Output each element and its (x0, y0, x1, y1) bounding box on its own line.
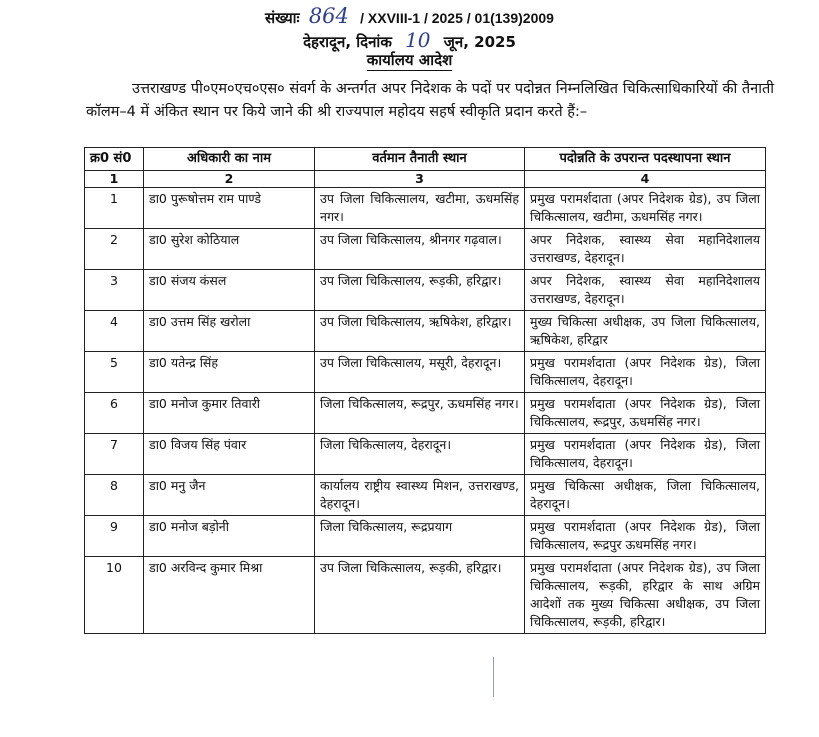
place-date-prefix: देहरादून, दिनांक (303, 33, 392, 51)
row-serial: 2 (85, 229, 144, 270)
row-new-posting: प्रमुख परामर्शदाता (अपर निदेशक ग्रेड), जिला चिकित्सालय, रूद्रपुर ऊधमसिंह नगर। (525, 516, 766, 557)
row-new-posting: प्रमुख परामर्शदाता (अपर निदेशक ग्रेड), जिला चिकित्सालय, रूद्रपुर, ऊधमसिंह नगर। (525, 393, 766, 434)
row-serial: 5 (85, 352, 144, 393)
row-new-posting: मुख्य चिकित्सा अधीक्षक, उप जिला चिकित्सालय, ऋषिकेश, हरिद्वार (525, 311, 766, 352)
row-new-posting: प्रमुख परामर्शदाता (अपर निदेशक ग्रेड), जिला चिकित्सालय, देहरादून। (525, 352, 766, 393)
table-row (85, 557, 766, 634)
column-number: 1 (85, 171, 144, 188)
reference-number: / XXVIII-1 / 2025 / 01(139)2009 (360, 10, 554, 26)
reference-label: संख्याः (265, 9, 300, 27)
row-new-posting: प्रमुख चिकित्सा अधीक्षक, जिला चिकित्सालय, देहरादून। (525, 475, 766, 516)
row-officer-name: डा0 यतेन्द्र सिंह (144, 352, 315, 393)
table-row (85, 516, 766, 557)
row-officer-name: डा0 मनु जैन (144, 475, 315, 516)
row-serial: 10 (85, 557, 144, 634)
intro-paragraph: उत्तराखण्ड पी०एम०एच०एस० संवर्ग के अन्तर्गत अपर निदेशक के पदों पर पदोन्नत निम्नलिखित चिकित्साधिकारियों की तैनाती कॉलम–4 में अंकित स्थान पर किये जाने की श्री राज्यपाल महोदय सहर्ष स्वीकृति प्रदान करते हैं:– (86, 81, 774, 120)
row-current-posting: उप जिला चिकित्सालय, मसूरी, देहरादून। (315, 352, 525, 393)
row-officer-name: डा0 संजय कंसल (144, 270, 315, 311)
row-current-posting: जिला चिकित्सालय, देहरादून। (315, 434, 525, 475)
date-handwritten: 10 (405, 28, 431, 52)
column-number: 2 (144, 171, 315, 188)
date-suffix: जून, 2025 (443, 33, 516, 51)
row-current-posting: कार्यालय राष्ट्रीय स्वास्थ्य मिशन, उत्तराखण्ड, देहरादून। (315, 475, 525, 516)
table-row (85, 475, 766, 516)
row-officer-name: डा0 अरविन्द कुमार मिश्रा (144, 557, 315, 634)
row-current-posting: उप जिला चिकित्सालय, खटीमा, ऊधमसिंह नगर। (315, 188, 525, 229)
row-serial: 6 (85, 393, 144, 434)
row-new-posting: अपर निदेशक, स्वास्थ्य सेवा महानिदेशालय उत्तराखण्ड, देहरादून। (525, 270, 766, 311)
header-name: अधिकारी का नाम (144, 148, 315, 171)
row-serial: 4 (85, 311, 144, 352)
row-current-posting: जिला चिकित्सालय, रूद्रपुर, ऊधमसिंह नगर। (315, 393, 525, 434)
column-number-row (85, 171, 766, 188)
row-new-posting: प्रमुख परामर्शदाता (अपर निदेशक ग्रेड), जिला चिकित्सालय, देहरादून। (525, 434, 766, 475)
place-date-line (0, 28, 819, 52)
reference-handwritten-number: 864 (308, 4, 349, 28)
row-current-posting: उप जिला चिकित्सालय, श्रीनगर गढ़वाल। (315, 229, 525, 270)
table-row (85, 270, 766, 311)
header-new-posting: पदोन्नति के उपरान्त पदस्थापना स्थान (525, 148, 766, 171)
table-row (85, 352, 766, 393)
row-officer-name: डा0 मनोज बड़ोनी (144, 516, 315, 557)
header-current-posting: वर्तमान तैनाती स्थान (315, 148, 525, 171)
table-row (85, 229, 766, 270)
row-officer-name: डा0 उत्तम सिंह खरोला (144, 311, 315, 352)
row-current-posting: जिला चिकित्सालय, रूद्रप्रयाग (315, 516, 525, 557)
row-serial: 8 (85, 475, 144, 516)
row-current-posting: उप जिला चिकित्सालय, रूड़की, हरिद्वार। (315, 557, 525, 634)
order-title-text: कार्यालय आदेश (366, 51, 453, 69)
row-serial: 3 (85, 270, 144, 311)
row-officer-name: डा0 विजय सिंह पंवार (144, 434, 315, 475)
table-header-row (85, 148, 766, 171)
table-row (85, 188, 766, 229)
reference-line (0, 4, 819, 28)
row-new-posting: अपर निदेशक, स्वास्थ्य सेवा महानिदेशालय उत्तराखण्ड, देहरादून। (525, 229, 766, 270)
officers-table (84, 147, 766, 634)
row-current-posting: उप जिला चिकित्सालय, रूड़की, हरिद्वार। (315, 270, 525, 311)
order-title (0, 50, 819, 70)
table-row (85, 311, 766, 352)
table-row (85, 393, 766, 434)
header-serial: क्र0 सं0 (85, 148, 144, 171)
column-number: 4 (525, 171, 766, 188)
pen-mark (493, 657, 494, 697)
table-row (85, 434, 766, 475)
row-officer-name: डा0 सुरेश कोठियाल (144, 229, 315, 270)
row-serial: 9 (85, 516, 144, 557)
row-serial: 7 (85, 434, 144, 475)
row-serial: 1 (85, 188, 144, 229)
row-new-posting: प्रमुख परामर्शदाता (अपर निदेशक ग्रेड), उप जिला चिकित्सालय, खटीमा, ऊधमसिंह नगर। (525, 188, 766, 229)
row-officer-name: डा0 मनोज कुमार तिवारी (144, 393, 315, 434)
row-current-posting: उप जिला चिकित्सालय, ऋषिकेश, हरिद्वार। (315, 311, 525, 352)
column-number: 3 (315, 171, 525, 188)
row-officer-name: डा0 पुरूषोत्तम राम पाण्डे (144, 188, 315, 229)
row-new-posting: प्रमुख परामर्शदाता (अपर निदेशक ग्रेड), उप जिला चिकित्सालय, रूड़की, हरिद्वार के साथ अग्रिम आदेशों तक मुख्य चिकित्सा अधीक्षक, उप जिला चिकित्सालय, रूड़की, हरिद्वार। (525, 557, 766, 634)
